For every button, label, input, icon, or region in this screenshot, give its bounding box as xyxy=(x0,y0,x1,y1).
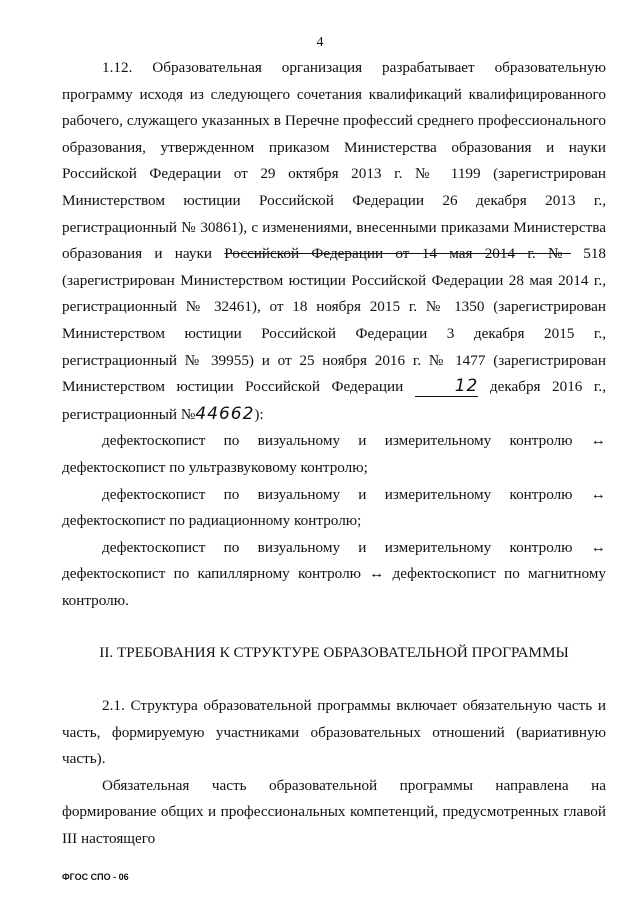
handwritten-day: 12 xyxy=(415,376,479,397)
paragraph-1-12-text-a: 1.12. Образовательная организация разрабатывает образовательную программу исходя из следующего сочетания квалификаций квалифицированного рабочего, служащего указанных в Перечне профессий среднего профессионального образования, утвержденном приказом Министерства образования и науки Российской Федерации от 29 октября 2013 г. № 1199 (зарегистрирован Министерством юстиции Российской Федерации 26 декабря 2013 г., регистрационный № 30861), с изменениями, внесенными приказами Министерства образования и науки xyxy=(62,59,606,263)
combination-item-2: дефектоскопист по визуальному и измерительному контролю ↔ дефектоскопист по радиационному контролю; xyxy=(62,485,606,530)
document-body xyxy=(62,55,606,853)
paragraph-1-12-text-b: 518 (зарегистрирован Министерством юстиции Российской Федерации 28 мая 2014 г., регистрационный № 32461), от 18 ноября 2015 г. № 1350 (зарегистрирован Министерством юстиции Российской Федерации 3 декабря 2015 г., регистрационный № 39955) и от 25 ноября 2016 г. № 1477 (зарегистрирован Министерством юстиции Российской Федерации xyxy=(62,245,606,396)
paragraph-1-12-end: ): xyxy=(254,405,264,423)
handwritten-reg-number: 44662 xyxy=(195,403,255,424)
page-number: 4 xyxy=(316,35,324,50)
paragraph-mandatory-part: Обязательная часть образовательной программы направлена на формирование общих и профессиональных компетенций, предусмотренных главой III настоящего xyxy=(62,776,606,848)
paragraph-1-12-text-c: декабря 2016 г., регистрационный № xyxy=(62,378,607,423)
paragraph-2-1: 2.1. Структура образовательной программы включает обязательную часть и часть, формируемую участниками образовательных отношений (вариативную часть). xyxy=(62,697,606,768)
section-heading: II. ТРЕБОВАНИЯ К СТРУКТУРЕ ОБРАЗОВАТЕЛЬНОЙ ПРОГРАММЫ xyxy=(99,644,569,662)
combination-item-3: дефектоскопист по визуальному и измерительному контролю ↔ дефектоскопист по капиллярному контролю ↔ дефектоскопист по магнитному контролю. xyxy=(62,538,606,609)
combination-item-1: дефектоскопист по визуальному и измерительному контролю ↔ дефектоскопист по ультразвуковому контролю; xyxy=(62,432,606,476)
paragraph-1-12 xyxy=(62,55,606,428)
struck-text: Российской Федерации от 14 мая 2014 г. № xyxy=(224,245,571,263)
footer-code: ФГОС СПО - 06 xyxy=(62,872,129,882)
